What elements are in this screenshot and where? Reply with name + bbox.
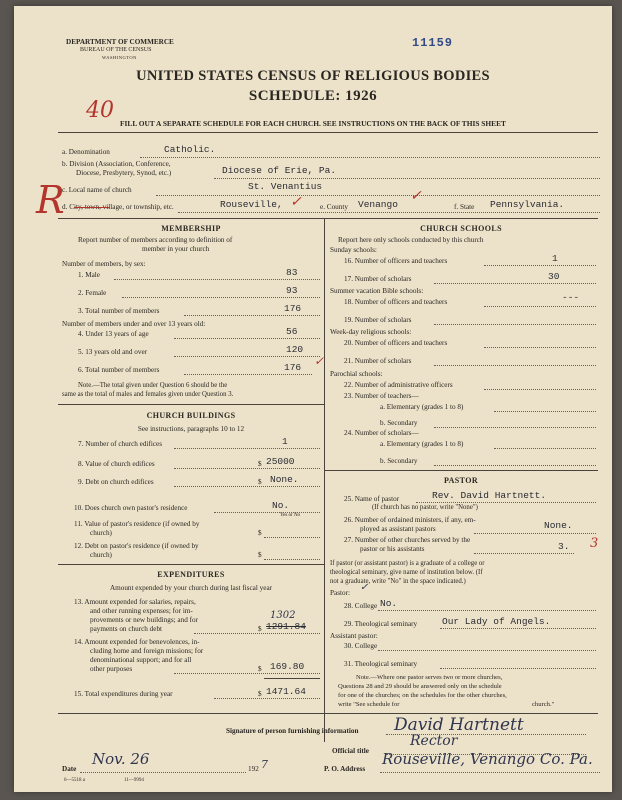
city-label: WASHINGTON	[102, 55, 137, 60]
membership-note-1: Note.—The total given under Question 6 should be the	[78, 382, 228, 389]
q20-label: 20. Number of officers and teachers	[344, 339, 448, 347]
county-label: e. County	[320, 203, 348, 211]
q14-label-4: other purposes	[90, 665, 133, 673]
q7-label: 7. Number of church edifices	[78, 440, 163, 448]
q11-label: 11. Value of pastor's residence (if owned by	[74, 520, 200, 528]
q3-label: 3. Total number of members	[78, 307, 160, 315]
church-name-value: St. Venantius	[248, 181, 323, 192]
q24a-label: a. Elementary (grades 1 to 8)	[380, 440, 464, 448]
po-address: Rouseville, Venango Co. Pa.	[382, 750, 593, 768]
q27-label-2: pastor or his assistants	[360, 545, 425, 553]
q2-value: 93	[286, 285, 298, 296]
sex-label: Number of members, by sex:	[62, 260, 146, 268]
state-label: f. State	[454, 203, 475, 211]
divider	[58, 132, 598, 133]
print-number: 11—9994	[124, 778, 144, 783]
census-schedule-page: DEPARTMENT OF COMMERCE BUREAU OF THE CENSUS WASHINGTON 11159 UNITED STATES CENSUS OF RELIGIOUS BODIES SCHEDULE: 1926 40 FILL OUT A SEPARATE SCHEDULE FOR EACH CHURCH. SEE INSTRUCTIONS ON THE BACK OF THIS SHEET R a. Denomination Catholic. b. Division (Association, Conference, Diocese, Presbytery, Synod, etc.) Diocese of Erie, Pa. c. Local name of church St. Venantius d. City, town, village, or township, etc. Rouseville, ✓ e. County Venango ✓ f. State Pennsylvania. MEMBERSHIP Report number of members according to definition of member in your church Number of members, by sex: 1. Male 83 2. Female 93 3. Total number of members 176 Number of members under and over 13 years old: 4. Under 13 years of age 56 5. 13 years old and over 120 6. Total number of members 176 ✓ Note.—The total given under Question 6 should be the same as the total of males and females given under Question 3. CHURCH BUILDINGS See instructions, paragraphs 10 to 12 7. Number of church edifices 1 8. Value of church edifices $ 25000 9. Debt on church edifices $ None. 10. Does church own pastor's residence No. Yes or No 11. Value of pastor's residence (if owned by church) $ 12. Debt on pastor's residence (if owned by church) $ EXPENDITURES Amount expended by your church during last fiscal year 13. Amount expended for salaries, repairs, and other running expenses; for im- provements or new buildings; and for payments on church debt 1302 $ 1291.84 14. Amount expended for benevolences, in- cluding home and foreign missions; for denominational support; and for all other purposes $ 169.80 15. Total expenditures during year $ 1471.64 CHURCH SCHOOLS Report here only schools conducted by this church Sunday schools: 16. Number of officers and teachers 1 17. Number of scholars 30 Summer vacation Bible schools: 18. Number of officers and teachers --- 19. Number of scholars Week-day religious schools: 20. Number of officers and teachers 21. Number of scholars Parochial schools: 22. Number of administrative officers 23. Number of teachers— a. Elementary (grades 1 to 8) b. Secondary 24. Number of scholars— a. Elementary (grades 1 to 8) b. Secondary PASTOR 25. Name of pastor Rev. David Hartnett. (If church has no pastor, write "None") 26. Number of ordained ministers, if any, em- ployed as assistant pastors None. 27. Number of other churches served by the pastor or his assistants 3. 3 If pastor (or assistant pastor) is a graduate of a college or theological seminary, give name of institution below. (If not a graduate, write "No" in the space indicated.) Pastor: ✓ 28. College No. 29. Theological seminary Our Lady of Angels. Assistant pastor: 30. College 31. Theological seminary Note.—Where one pastor serves two or more churches, Questions 28 and 29 should be answered only on the schedule for one of the churches; on the schedules for the other churches, write "See schedule for church." Signature of person furnishing information David Hartnett Official title Rector Date Nov. 26 192 7 P. O. Address Rouseville, Venango Co. Pa. 6—5518 a 11—9994	[14, 6, 612, 792]
q4-value: 56	[286, 326, 298, 337]
q13-handwritten: 1302	[270, 610, 296, 621]
q14-label: 14. Amount expended for benevolences, in-	[74, 638, 200, 646]
q8-label: 8. Value of church edifices	[78, 460, 155, 468]
q25-label: 25. Name of pastor	[344, 495, 400, 503]
q29-value: Our Lady of Angels.	[442, 616, 551, 627]
q30-label: 30. College	[344, 642, 378, 650]
parochial-label: Parochial schools:	[330, 370, 383, 378]
q27-red-mark: 3	[590, 536, 599, 551]
serial-number: 11159	[412, 36, 454, 50]
q13-label-3: provements or new buildings; and for	[90, 616, 198, 624]
membership-intro-2: member in your church	[142, 245, 210, 253]
division-label-2: Diocese, Presbytery, Synod, etc.)	[76, 169, 172, 177]
church-name-label: c. Local name of church	[62, 186, 132, 194]
q29-label: 29. Theological seminary	[344, 620, 418, 628]
q15-label: 15. Total expenditures during year	[74, 690, 173, 698]
q23-label: 23. Number of teachers—	[344, 392, 419, 400]
dollar-sign: $	[258, 665, 262, 673]
signature: David Hartnett	[394, 715, 524, 735]
official-title-label: Official title	[332, 747, 369, 755]
q1-label: 1. Male	[78, 271, 100, 279]
expenditures-heading: EXPENDITURES	[157, 570, 225, 579]
expenditures-intro: Amount expended by your church during last fiscal year	[109, 584, 273, 592]
pastor-note-5: church."	[532, 701, 555, 708]
date-label: Date	[62, 765, 77, 773]
q11-label-2: church)	[90, 529, 112, 537]
year-prefix: 192	[248, 765, 259, 773]
bureau-label: BUREAU OF THE CENSUS	[80, 47, 152, 53]
q16-label: 16. Number of officers and teachers	[344, 257, 448, 265]
q23b-label: b. Secondary	[380, 419, 418, 427]
membership-intro: Report number of members according to definition of	[78, 236, 233, 244]
official-title: Rector	[410, 733, 458, 749]
dollar-sign: $	[258, 625, 262, 633]
department-label: DEPARTMENT OF COMMERCE	[66, 38, 174, 46]
q14-value: 169.80	[270, 661, 305, 672]
q17-value: 30	[548, 271, 560, 282]
city-town-value: Rouseville,	[220, 199, 283, 210]
q2-label: 2. Female	[78, 289, 107, 297]
dollar-sign: $	[258, 551, 262, 559]
pastor-note-3: for one of the churches; on the schedules for the other churches,	[338, 692, 507, 699]
q5-label: 5. 13 years old and over	[78, 348, 148, 356]
schools-heading: CHURCH SCHOOLS	[420, 224, 502, 233]
year-handwritten: 7	[261, 758, 268, 771]
q23a-label: a. Elementary (grades 1 to 8)	[380, 403, 464, 411]
form-subtitle: SCHEDULE: 1926	[248, 88, 378, 104]
q17-label: 17. Number of scholars	[344, 275, 412, 283]
q25-note: (If church has no pastor, write "None")	[372, 504, 478, 511]
red-mark-number: 40	[86, 98, 114, 123]
city-town-label: d. City, town, village, or township, etc.	[62, 203, 174, 211]
q4-label: 4. Under 13 years of age	[78, 330, 149, 338]
age-label: Number of members under and over 13 years old:	[62, 320, 206, 328]
q19-label: 19. Number of scholars	[344, 316, 412, 324]
division-value: Diocese of Erie, Pa.	[222, 165, 337, 176]
q27-value: 3.	[558, 541, 570, 552]
division-label-1: b. Division (Association, Conference,	[62, 160, 171, 168]
signature-label: Signature of person furnishing information	[226, 727, 359, 735]
red-r-mark: R	[36, 178, 65, 222]
graduate-instruction-1: If pastor (or assistant pastor) is a graduate of a college or	[330, 560, 485, 567]
denomination-label: a. Denomination	[62, 148, 110, 156]
state-value: Pennsylvania.	[490, 199, 565, 210]
q25-value: Rev. David Hartnett.	[432, 490, 547, 501]
q7-value: 1	[282, 436, 288, 447]
q28-value: No.	[380, 598, 398, 609]
q9-label: 9. Debt on church edifices	[78, 478, 154, 486]
dollar-sign: $	[258, 460, 262, 468]
instruction-line: FILL OUT A SEPARATE SCHEDULE FOR EACH CHURCH. SEE INSTRUCTIONS ON THE BACK OF THIS SHEET	[120, 119, 506, 128]
dollar-sign: $	[258, 690, 262, 698]
pastor-sub-label: Pastor:	[330, 589, 350, 597]
pastor-note-4: write "See schedule for	[338, 701, 400, 708]
q27-label: 27. Number of other churches served by the	[344, 536, 471, 544]
q16-value: 1	[552, 253, 558, 264]
q6-value: 176	[284, 362, 302, 373]
membership-note-2: same as the total of males and females given under Question 3.	[62, 391, 234, 398]
form-number: 6—5518 a	[64, 778, 85, 783]
buildings-intro: See instructions, paragraphs 10 to 12	[137, 425, 245, 433]
q5-value: 120	[286, 344, 304, 355]
sunday-label: Sunday schools:	[330, 246, 377, 254]
dollar-sign: $	[258, 529, 262, 537]
graduate-instruction-3: not a graduate, write "No" in the space indicated.)	[330, 578, 466, 585]
q22-label: 22. Number of administrative officers	[344, 381, 453, 389]
q24-label: 24. Number of scholars—	[344, 429, 419, 437]
q9-value: None.	[270, 474, 299, 485]
dollar-sign: $	[258, 478, 262, 486]
q10-value: No.	[272, 500, 290, 511]
buildings-heading: CHURCH BUILDINGS	[146, 411, 236, 420]
q21-label: 21. Number of scholars	[344, 357, 412, 365]
q31-label: 31. Theological seminary	[344, 660, 418, 668]
q13-value: 1291.84	[266, 621, 306, 632]
assistant-pastor-label: Assistant pastor:	[330, 632, 378, 640]
membership-heading: MEMBERSHIP	[161, 224, 221, 233]
q1-value: 83	[286, 267, 298, 278]
form-title: UNITED STATES CENSUS OF RELIGIOUS BODIES	[136, 68, 490, 84]
q12-label: 12. Debt on pastor's residence (if owned by	[74, 542, 199, 550]
po-address-label: P. O. Address	[324, 765, 366, 773]
denomination-value: Catholic.	[164, 144, 216, 155]
q26-label: 26. Number of ordained ministers, if any, em-	[344, 516, 476, 524]
pastor-note-1: Note.—Where one pastor serves two or more churches,	[356, 674, 503, 681]
pastor-heading: PASTOR	[443, 476, 479, 485]
q13-label-2: and other running expenses; for im-	[90, 607, 193, 615]
q24b-label: b. Secondary	[380, 457, 418, 465]
q18-label: 18. Number of officers and teachers	[344, 298, 448, 306]
q28-label: 28. College	[344, 602, 378, 610]
q8-value: 25000	[266, 456, 295, 467]
pastor-note-2: Questions 28 and 29 should be answered only on the schedule	[338, 683, 502, 690]
q26-value: None.	[544, 520, 573, 531]
q3-value: 176	[284, 303, 302, 314]
weekday-label: Week-day religious schools:	[330, 328, 412, 336]
q18-value: ---	[562, 292, 580, 303]
q12-label-2: church)	[90, 551, 112, 559]
yes-no-hint: Yes or No	[280, 513, 301, 518]
graduate-instruction-2: theological seminary, give name of institution below. (If	[330, 569, 483, 576]
q14-label-2: cluding home and foreign missions; for	[90, 647, 204, 655]
date-value: Nov. 26	[92, 750, 150, 768]
q6-label: 6. Total number of members	[78, 366, 160, 374]
q14-label-3: denominational support; and for all	[90, 656, 192, 664]
q13-label-4: payments on church debt	[90, 625, 163, 633]
schools-intro: Report here only schools conducted by this church	[338, 236, 484, 244]
q15-value: 1471.64	[266, 686, 306, 697]
q10-label: 10. Does church own pastor's residence	[74, 504, 188, 512]
q26-label-2: ployed as assistant pastors	[360, 525, 436, 533]
q13-label: 13. Amount expended for salaries, repairs,	[74, 598, 196, 606]
county-value: Venango	[358, 199, 398, 210]
summer-label: Summer vacation Bible schools:	[330, 287, 424, 295]
